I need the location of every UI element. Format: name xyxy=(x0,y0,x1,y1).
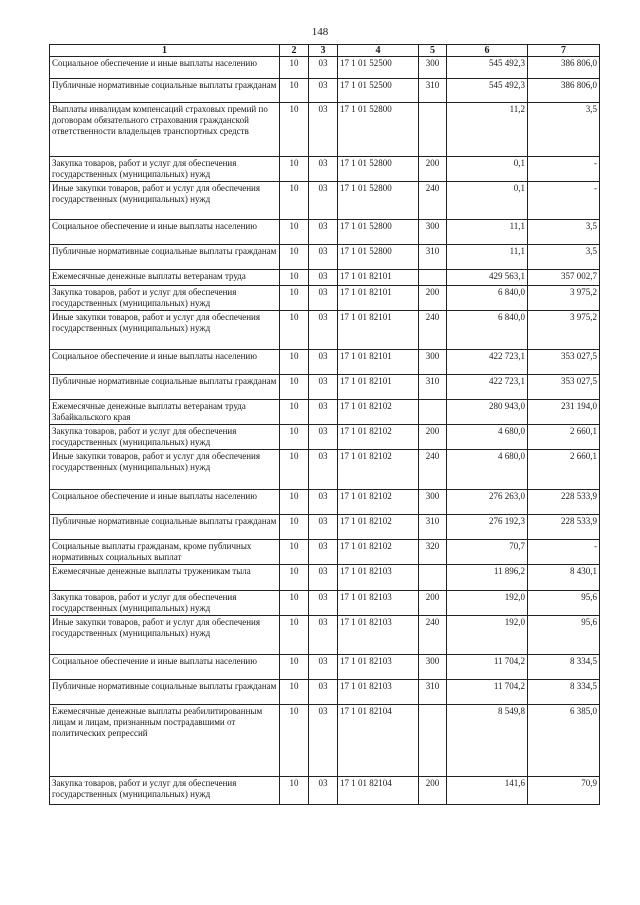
col-header-7: 7 xyxy=(528,45,600,57)
expense-name: Социальное обеспечение и иные выплаты населению xyxy=(50,57,280,79)
planned-amount: 141,6 xyxy=(447,777,528,805)
expense-name: Публичные нормативные социальные выплаты гражданам xyxy=(50,79,280,103)
section-code: 10 xyxy=(280,79,309,103)
subsection-code: 03 xyxy=(309,79,338,103)
subsection-code: 03 xyxy=(309,705,338,777)
expense-name: Иные закупки товаров, работ и услуг для обеспечения государственных (муниципальных) нужд xyxy=(50,450,280,490)
planned-amount: 545 492,3 xyxy=(447,57,528,79)
expense-name: Ежемесячные денежные выплаты ветеранам труда xyxy=(50,270,280,286)
target-article-code: 17 1 01 82102 xyxy=(338,400,419,425)
planned-amount: 276 192,3 xyxy=(447,515,528,540)
subsection-code: 03 xyxy=(309,490,338,515)
target-article-code: 17 1 01 52800 xyxy=(338,182,419,220)
expense-name: Закупка товаров, работ и услуг для обеспечения государственных (муниципальных) нужд xyxy=(50,425,280,450)
planned-amount: 0,1 xyxy=(447,182,528,220)
actual-amount: 95,6 xyxy=(528,591,600,616)
actual-amount: 228 533,9 xyxy=(528,515,600,540)
subsection-code: 03 xyxy=(309,515,338,540)
subsection-code: 03 xyxy=(309,286,338,311)
table-row xyxy=(50,375,600,400)
section-code: 10 xyxy=(280,157,309,182)
section-code: 10 xyxy=(280,655,309,680)
actual-amount: 231 194,0 xyxy=(528,400,600,425)
table-row xyxy=(50,591,600,616)
expense-type-code: 240 xyxy=(419,450,447,490)
page-number: 148 xyxy=(311,26,329,38)
target-article-code: 17 1 01 52800 xyxy=(338,103,419,157)
expense-name: Ежемесячные денежные выплаты реабилитированным лицам и лицам, признанным пострадавшими от политических репрессий xyxy=(50,705,280,777)
expense-type-code xyxy=(419,705,447,777)
planned-amount: 192,0 xyxy=(447,591,528,616)
section-code: 10 xyxy=(280,375,309,400)
table-row xyxy=(50,515,600,540)
section-code: 10 xyxy=(280,311,309,350)
expense-name: Закупка товаров, работ и услуг для обеспечения государственных (муниципальных) нужд xyxy=(50,157,280,182)
planned-amount: 545 492,3 xyxy=(447,79,528,103)
expense-type-code: 200 xyxy=(419,286,447,311)
table-row xyxy=(50,425,600,450)
section-code: 10 xyxy=(280,270,309,286)
table-row xyxy=(50,350,600,375)
table-row xyxy=(50,450,600,490)
section-code: 10 xyxy=(280,540,309,565)
planned-amount: 11 896,2 xyxy=(447,565,528,591)
actual-amount: 228 533,9 xyxy=(528,490,600,515)
section-code: 10 xyxy=(280,182,309,220)
expense-name: Иные закупки товаров, работ и услуг для обеспечения государственных (муниципальных) нужд xyxy=(50,616,280,655)
section-code: 10 xyxy=(280,680,309,705)
planned-amount: 70,7 xyxy=(447,540,528,565)
subsection-code: 03 xyxy=(309,157,338,182)
planned-amount: 11 704,2 xyxy=(447,655,528,680)
section-code: 10 xyxy=(280,515,309,540)
table-row xyxy=(50,400,600,425)
col-header-4: 4 xyxy=(338,45,419,57)
actual-amount: 8 334,5 xyxy=(528,655,600,680)
expense-type-code xyxy=(419,103,447,157)
actual-amount: 70,9 xyxy=(528,777,600,805)
subsection-code: 03 xyxy=(309,270,338,286)
section-code: 10 xyxy=(280,400,309,425)
table-row xyxy=(50,705,600,777)
expense-type-code: 200 xyxy=(419,425,447,450)
expense-type-code: 300 xyxy=(419,655,447,680)
target-article-code: 17 1 01 52800 xyxy=(338,220,419,245)
actual-amount: 8 430,1 xyxy=(528,565,600,591)
subsection-code: 03 xyxy=(309,220,338,245)
target-article-code: 17 1 01 82103 xyxy=(338,616,419,655)
planned-amount: 276 263,0 xyxy=(447,490,528,515)
subsection-code: 03 xyxy=(309,450,338,490)
actual-amount: 353 027,5 xyxy=(528,350,600,375)
target-article-code: 17 1 01 82103 xyxy=(338,655,419,680)
table-row xyxy=(50,157,600,182)
expense-type-code: 310 xyxy=(419,79,447,103)
expense-name: Закупка товаров, работ и услуг для обеспечения государственных (муниципальных) нужд xyxy=(50,777,280,805)
expense-type-code: 200 xyxy=(419,591,447,616)
expense-type-code: 310 xyxy=(419,245,447,270)
table-row xyxy=(50,311,600,350)
expense-name: Социальное обеспечение и иные выплаты населению xyxy=(50,350,280,375)
actual-amount: 8 334,5 xyxy=(528,680,600,705)
target-article-code: 17 1 01 82101 xyxy=(338,286,419,311)
actual-amount: 3 975,2 xyxy=(528,311,600,350)
subsection-code: 03 xyxy=(309,565,338,591)
expense-name: Выплаты инвалидам компенсаций страховых премий по договорам обязательного страхования гражданской ответственности владельцев транспортных средств xyxy=(50,103,280,157)
target-article-code: 17 1 01 52500 xyxy=(338,79,419,103)
expense-type-code xyxy=(419,565,447,591)
section-code: 10 xyxy=(280,490,309,515)
subsection-code: 03 xyxy=(309,245,338,270)
subsection-code: 03 xyxy=(309,680,338,705)
expense-name: Иные закупки товаров, работ и услуг для обеспечения государственных (муниципальных) нужд xyxy=(50,311,280,350)
planned-amount: 429 563,1 xyxy=(447,270,528,286)
target-article-code: 17 1 01 82103 xyxy=(338,680,419,705)
planned-amount: 8 549,8 xyxy=(447,705,528,777)
planned-amount: 422 723,1 xyxy=(447,375,528,400)
expense-name: Закупка товаров, работ и услуг для обеспечения государственных (муниципальных) нужд xyxy=(50,591,280,616)
col-header-1: 1 xyxy=(50,45,280,57)
subsection-code: 03 xyxy=(309,777,338,805)
expense-type-code: 310 xyxy=(419,515,447,540)
section-code: 10 xyxy=(280,57,309,79)
subsection-code: 03 xyxy=(309,540,338,565)
planned-amount: 11 704,2 xyxy=(447,680,528,705)
expense-type-code: 300 xyxy=(419,57,447,79)
expense-name: Публичные нормативные социальные выплаты гражданам xyxy=(50,680,280,705)
planned-amount: 11,1 xyxy=(447,220,528,245)
expense-name: Социальное обеспечение и иные выплаты населению xyxy=(50,490,280,515)
target-article-code: 17 1 01 82101 xyxy=(338,375,419,400)
target-article-code: 17 1 01 82102 xyxy=(338,490,419,515)
subsection-code: 03 xyxy=(309,103,338,157)
section-code: 10 xyxy=(280,591,309,616)
table-row xyxy=(50,103,600,157)
table-row xyxy=(50,565,600,591)
target-article-code: 17 1 01 82102 xyxy=(338,450,419,490)
expense-type-code: 310 xyxy=(419,375,447,400)
expense-name: Публичные нормативные социальные выплаты гражданам xyxy=(50,515,280,540)
section-code: 10 xyxy=(280,245,309,270)
expense-type-code: 200 xyxy=(419,777,447,805)
planned-amount: 6 840,0 xyxy=(447,286,528,311)
expense-name: Публичные нормативные социальные выплаты гражданам xyxy=(50,245,280,270)
subsection-code: 03 xyxy=(309,616,338,655)
expense-name: Закупка товаров, работ и услуг для обеспечения государственных (муниципальных) нужд xyxy=(50,286,280,311)
planned-amount: 192,0 xyxy=(447,616,528,655)
actual-amount: 357 002,7 xyxy=(528,270,600,286)
actual-amount: 6 385,0 xyxy=(528,705,600,777)
table-row xyxy=(50,245,600,270)
subsection-code: 03 xyxy=(309,591,338,616)
table-row xyxy=(50,777,600,805)
actual-amount: 3,5 xyxy=(528,245,600,270)
table-row xyxy=(50,270,600,286)
table-row xyxy=(50,540,600,565)
subsection-code: 03 xyxy=(309,350,338,375)
planned-amount: 422 723,1 xyxy=(447,350,528,375)
target-article-code: 17 1 01 82104 xyxy=(338,705,419,777)
table-row xyxy=(50,182,600,220)
expense-name: Социальные выплаты гражданам, кроме публичных нормативных социальных выплат xyxy=(50,540,280,565)
expense-type-code: 240 xyxy=(419,182,447,220)
actual-amount: - xyxy=(528,182,600,220)
section-code: 10 xyxy=(280,705,309,777)
actual-amount: 2 660,1 xyxy=(528,450,600,490)
planned-amount: 0,1 xyxy=(447,157,528,182)
planned-amount: 11,1 xyxy=(447,245,528,270)
table-row xyxy=(50,57,600,79)
section-code: 10 xyxy=(280,450,309,490)
planned-amount: 4 680,0 xyxy=(447,450,528,490)
expense-type-code: 320 xyxy=(419,540,447,565)
subsection-code: 03 xyxy=(309,57,338,79)
expense-name: Публичные нормативные социальные выплаты гражданам xyxy=(50,375,280,400)
expense-type-code: 300 xyxy=(419,490,447,515)
target-article-code: 17 1 01 82103 xyxy=(338,591,419,616)
section-code: 10 xyxy=(280,220,309,245)
budget-table xyxy=(49,44,600,805)
target-article-code: 17 1 01 82102 xyxy=(338,540,419,565)
subsection-code: 03 xyxy=(309,375,338,400)
actual-amount: - xyxy=(528,540,600,565)
expense-type-code: 200 xyxy=(419,157,447,182)
planned-amount: 4 680,0 xyxy=(447,425,528,450)
subsection-code: 03 xyxy=(309,655,338,680)
planned-amount: 6 840,0 xyxy=(447,311,528,350)
table-header-row xyxy=(50,45,600,57)
target-article-code: 17 1 01 82102 xyxy=(338,515,419,540)
subsection-code: 03 xyxy=(309,400,338,425)
expense-name: Социальное обеспечение и иные выплаты населению xyxy=(50,220,280,245)
table-row xyxy=(50,490,600,515)
actual-amount: 353 027,5 xyxy=(528,375,600,400)
section-code: 10 xyxy=(280,286,309,311)
table-row xyxy=(50,680,600,705)
expense-type-code: 240 xyxy=(419,616,447,655)
target-article-code: 17 1 01 52500 xyxy=(338,57,419,79)
col-header-3: 3 xyxy=(309,45,338,57)
subsection-code: 03 xyxy=(309,425,338,450)
table-row xyxy=(50,655,600,680)
expense-name: Социальное обеспечение и иные выплаты населению xyxy=(50,655,280,680)
target-article-code: 17 1 01 82101 xyxy=(338,350,419,375)
planned-amount: 280 943,0 xyxy=(447,400,528,425)
expense-type-code: 300 xyxy=(419,350,447,375)
actual-amount: 95,6 xyxy=(528,616,600,655)
actual-amount: 3,5 xyxy=(528,103,600,157)
expense-type-code xyxy=(419,400,447,425)
actual-amount: 386 806,0 xyxy=(528,79,600,103)
section-code: 10 xyxy=(280,103,309,157)
col-header-2: 2 xyxy=(280,45,309,57)
col-header-5: 5 xyxy=(419,45,447,57)
subsection-code: 03 xyxy=(309,311,338,350)
actual-amount: - xyxy=(528,157,600,182)
subsection-code: 03 xyxy=(309,182,338,220)
target-article-code: 17 1 01 82104 xyxy=(338,777,419,805)
actual-amount: 386 806,0 xyxy=(528,57,600,79)
expense-type-code: 240 xyxy=(419,311,447,350)
section-code: 10 xyxy=(280,565,309,591)
expense-type-code: 310 xyxy=(419,680,447,705)
actual-amount: 2 660,1 xyxy=(528,425,600,450)
section-code: 10 xyxy=(280,350,309,375)
target-article-code: 17 1 01 82103 xyxy=(338,565,419,591)
table-row xyxy=(50,220,600,245)
table-row xyxy=(50,616,600,655)
section-code: 10 xyxy=(280,425,309,450)
actual-amount: 3,5 xyxy=(528,220,600,245)
expense-name: Ежемесячные денежные выплаты ветеранам труда Забайкальского края xyxy=(50,400,280,425)
col-header-6: 6 xyxy=(447,45,528,57)
expense-name: Ежемесячные денежные выплаты труженикам тыла xyxy=(50,565,280,591)
expense-name: Иные закупки товаров, работ и услуг для обеспечения государственных (муниципальных) нужд xyxy=(50,182,280,220)
planned-amount: 11,2 xyxy=(447,103,528,157)
target-article-code: 17 1 01 82101 xyxy=(338,311,419,350)
target-article-code: 17 1 01 82102 xyxy=(338,425,419,450)
target-article-code: 17 1 01 52800 xyxy=(338,245,419,270)
table-row xyxy=(50,79,600,103)
target-article-code: 17 1 01 82101 xyxy=(338,270,419,286)
section-code: 10 xyxy=(280,616,309,655)
target-article-code: 17 1 01 52800 xyxy=(338,157,419,182)
expense-type-code xyxy=(419,270,447,286)
actual-amount: 3 975,2 xyxy=(528,286,600,311)
expense-type-code: 300 xyxy=(419,220,447,245)
section-code: 10 xyxy=(280,777,309,805)
table-row xyxy=(50,286,600,311)
